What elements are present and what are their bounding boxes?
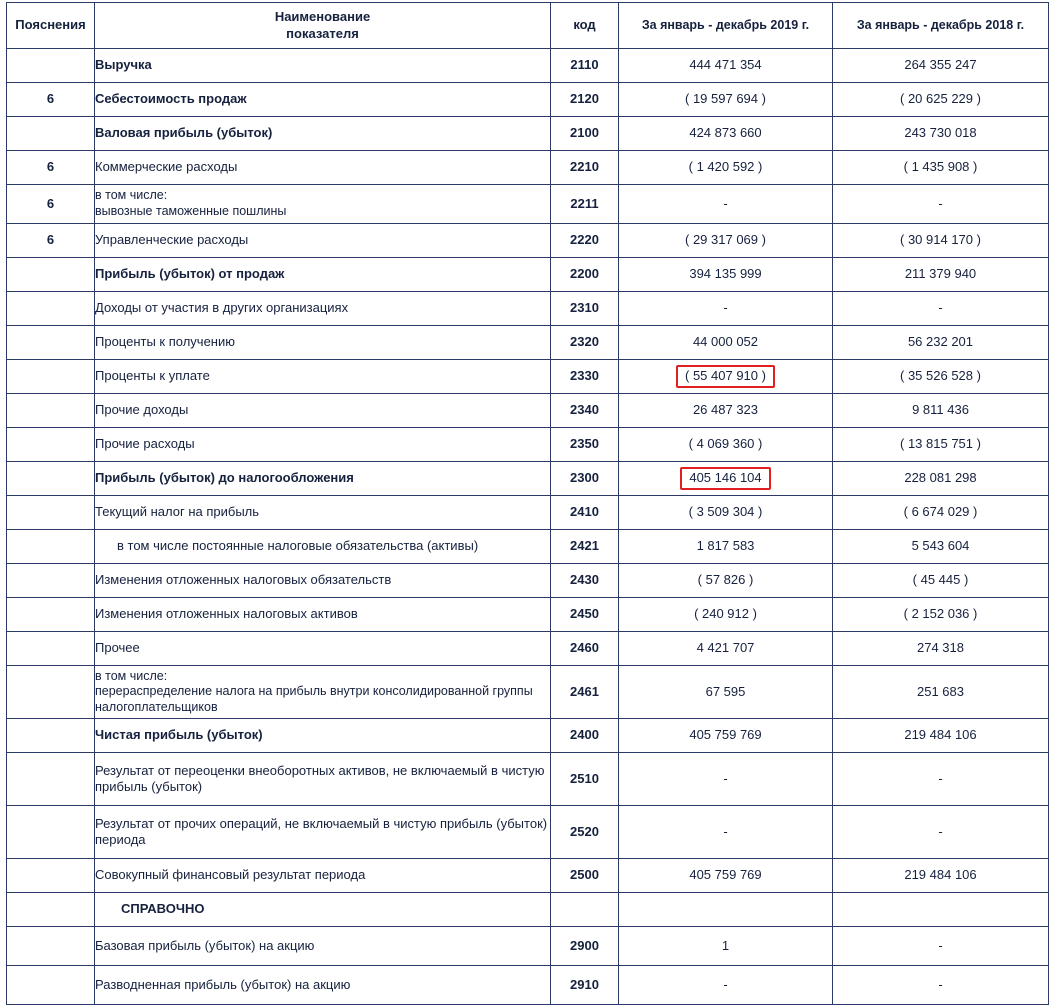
table-row bbox=[7, 49, 1049, 83]
table-row bbox=[7, 806, 1049, 859]
row-explanation: 6 bbox=[7, 151, 95, 185]
row-name: Базовая прибыль (убыток) на акцию bbox=[95, 927, 551, 966]
table-row bbox=[7, 117, 1049, 151]
row-name: Прочие расходы bbox=[95, 428, 551, 462]
row-name bbox=[95, 49, 551, 83]
row-subtitle: в том числе: bbox=[95, 188, 168, 203]
row-value-current: - bbox=[619, 292, 833, 326]
row-explanation bbox=[7, 806, 95, 859]
row-name: Изменения отложенных налоговых активов bbox=[95, 598, 551, 632]
row-explanation bbox=[7, 530, 95, 564]
row-name-text: Валовая прибыль (убыток) bbox=[95, 125, 273, 141]
row-name bbox=[95, 462, 551, 496]
row-value-current bbox=[619, 360, 833, 394]
row-code: 2310 bbox=[551, 292, 619, 326]
row-code: 2120 bbox=[551, 83, 619, 117]
row-value-previous bbox=[833, 893, 1049, 927]
row-explanation bbox=[7, 360, 95, 394]
row-name-text: вывозные таможенные пошлины bbox=[95, 204, 287, 218]
row-value-current: ( 29 317 069 ) bbox=[619, 224, 833, 258]
row-value-current: 424 873 660 bbox=[619, 117, 833, 151]
row-name-text: Прибыль (убыток) до налогообложения bbox=[95, 470, 354, 486]
table-row bbox=[7, 394, 1049, 428]
highlighted-value: ( 55 407 910 ) bbox=[676, 365, 775, 387]
row-value-current: 4 421 707 bbox=[619, 632, 833, 666]
row-code: 2350 bbox=[551, 428, 619, 462]
financial-statement-page bbox=[0, 2, 1056, 992]
row-value-current: - bbox=[619, 806, 833, 859]
row-name: Прочие доходы bbox=[95, 394, 551, 428]
row-value-previous: 211 379 940 bbox=[833, 258, 1049, 292]
row-code: 2460 bbox=[551, 632, 619, 666]
row-explanation bbox=[7, 292, 95, 326]
row-value-current: 44 000 052 bbox=[619, 326, 833, 360]
row-name: Прочее bbox=[95, 632, 551, 666]
row-value-previous: - bbox=[833, 806, 1049, 859]
row-code: 2900 bbox=[551, 927, 619, 966]
row-explanation bbox=[7, 927, 95, 966]
row-explanation bbox=[7, 859, 95, 893]
row-value-current: 1 bbox=[619, 927, 833, 966]
row-value-current: - bbox=[619, 966, 833, 1005]
row-name bbox=[95, 185, 551, 224]
section-title bbox=[95, 893, 551, 927]
row-value-current: ( 3 509 304 ) bbox=[619, 496, 833, 530]
row-value-previous: 264 355 247 bbox=[833, 49, 1049, 83]
table-row bbox=[7, 185, 1049, 224]
header-indicator-line2: показателя bbox=[286, 25, 359, 41]
table-row bbox=[7, 564, 1049, 598]
row-value-current: - bbox=[619, 185, 833, 224]
row-value-current: ( 19 597 694 ) bbox=[619, 83, 833, 117]
row-name bbox=[95, 719, 551, 753]
row-code: 2500 bbox=[551, 859, 619, 893]
row-value-current: 1 817 583 bbox=[619, 530, 833, 564]
row-code: 2410 bbox=[551, 496, 619, 530]
row-explanation: 6 bbox=[7, 224, 95, 258]
row-value-previous: ( 20 625 229 ) bbox=[833, 83, 1049, 117]
table-row bbox=[7, 292, 1049, 326]
row-explanation bbox=[7, 753, 95, 806]
row-code: 2110 bbox=[551, 49, 619, 83]
row-code: 2421 bbox=[551, 530, 619, 564]
row-value-previous: 274 318 bbox=[833, 632, 1049, 666]
row-value-previous: - bbox=[833, 185, 1049, 224]
row-value-current: 405 759 769 bbox=[619, 719, 833, 753]
row-name: Совокупный финансовый результат периода bbox=[95, 859, 551, 893]
row-name bbox=[95, 83, 551, 117]
row-value-previous: ( 45 445 ) bbox=[833, 564, 1049, 598]
header-code: код bbox=[551, 3, 619, 49]
row-code: 2200 bbox=[551, 258, 619, 292]
row-name: Разводненная прибыль (убыток) на акцию bbox=[95, 966, 551, 1005]
row-code: 2450 bbox=[551, 598, 619, 632]
table-row bbox=[7, 530, 1049, 564]
row-value-previous: ( 30 914 170 ) bbox=[833, 224, 1049, 258]
row-explanation bbox=[7, 564, 95, 598]
row-value-current: ( 240 912 ) bbox=[619, 598, 833, 632]
row-name: Результат от прочих операций, не включаемый в чистую прибыль (убыток) периода bbox=[95, 806, 551, 859]
row-subtitle: в том числе: bbox=[95, 668, 168, 683]
row-code: 2100 bbox=[551, 117, 619, 151]
row-code: 2461 bbox=[551, 666, 619, 719]
row-value-current: 26 487 323 bbox=[619, 394, 833, 428]
table-row bbox=[7, 496, 1049, 530]
row-code: 2400 bbox=[551, 719, 619, 753]
row-name: Проценты к получению bbox=[95, 326, 551, 360]
row-value-previous: 219 484 106 bbox=[833, 719, 1049, 753]
row-code: 2211 bbox=[551, 185, 619, 224]
row-name: Результат от переоценки внеоборотных активов, не включаемый в чистую прибыль (убыток) bbox=[95, 753, 551, 806]
row-value-previous: 56 232 201 bbox=[833, 326, 1049, 360]
row-explanation bbox=[7, 49, 95, 83]
table-row bbox=[7, 719, 1049, 753]
row-code: 2910 bbox=[551, 966, 619, 1005]
row-name: Изменения отложенных налоговых обязательств bbox=[95, 564, 551, 598]
row-explanation bbox=[7, 496, 95, 530]
row-explanation bbox=[7, 598, 95, 632]
table-row bbox=[7, 83, 1049, 117]
row-value-previous: - bbox=[833, 753, 1049, 806]
row-explanation bbox=[7, 632, 95, 666]
row-name-text: перераспределение налога на прибыль внутри консолидированной группы налогоплательщиков bbox=[95, 684, 533, 714]
row-value-previous: - bbox=[833, 927, 1049, 966]
row-value-current: 394 135 999 bbox=[619, 258, 833, 292]
section-title-text: СПРАВОЧНО bbox=[121, 901, 205, 917]
row-value-previous: - bbox=[833, 292, 1049, 326]
row-value-current: ( 57 826 ) bbox=[619, 564, 833, 598]
row-explanation: 6 bbox=[7, 83, 95, 117]
row-name: Коммерческие расходы bbox=[95, 151, 551, 185]
row-value-current: ( 1 420 592 ) bbox=[619, 151, 833, 185]
row-code bbox=[551, 893, 619, 927]
row-name-text: Себестоимость продаж bbox=[95, 91, 247, 107]
header-period-current: За январь - декабрь 2019 г. bbox=[619, 3, 833, 49]
row-name: Доходы от участия в других организациях bbox=[95, 292, 551, 326]
table-body bbox=[7, 49, 1049, 1005]
row-code: 2320 bbox=[551, 326, 619, 360]
row-name bbox=[95, 666, 551, 719]
row-value-previous: ( 2 152 036 ) bbox=[833, 598, 1049, 632]
table-row bbox=[7, 151, 1049, 185]
table-row bbox=[7, 326, 1049, 360]
table-row bbox=[7, 859, 1049, 893]
row-value-previous: ( 6 674 029 ) bbox=[833, 496, 1049, 530]
row-value-current: 67 595 bbox=[619, 666, 833, 719]
table-row bbox=[7, 753, 1049, 806]
table-row bbox=[7, 462, 1049, 496]
row-code: 2510 bbox=[551, 753, 619, 806]
row-explanation: 6 bbox=[7, 185, 95, 224]
table-row bbox=[7, 428, 1049, 462]
row-explanation bbox=[7, 462, 95, 496]
row-code: 2210 bbox=[551, 151, 619, 185]
table-row bbox=[7, 666, 1049, 719]
table-row bbox=[7, 258, 1049, 292]
table-row bbox=[7, 632, 1049, 666]
row-explanation bbox=[7, 258, 95, 292]
row-name: Проценты к уплате bbox=[95, 360, 551, 394]
row-value-current bbox=[619, 893, 833, 927]
row-value-current: ( 4 069 360 ) bbox=[619, 428, 833, 462]
row-name: Управленческие расходы bbox=[95, 224, 551, 258]
table-row bbox=[7, 224, 1049, 258]
table-row-section bbox=[7, 893, 1049, 927]
row-name-text: Прибыль (убыток) от продаж bbox=[95, 266, 285, 282]
row-value-previous: 5 543 604 bbox=[833, 530, 1049, 564]
header-indicator bbox=[95, 3, 551, 49]
table-row bbox=[7, 966, 1049, 1005]
row-explanation bbox=[7, 117, 95, 151]
row-code: 2220 bbox=[551, 224, 619, 258]
highlighted-value: 405 146 104 bbox=[680, 467, 770, 489]
row-explanation bbox=[7, 893, 95, 927]
table-row bbox=[7, 598, 1049, 632]
row-code: 2330 bbox=[551, 360, 619, 394]
row-value-previous: 219 484 106 bbox=[833, 859, 1049, 893]
table-header-row bbox=[7, 3, 1049, 49]
row-explanation bbox=[7, 326, 95, 360]
row-value-current: - bbox=[619, 753, 833, 806]
row-value-current bbox=[619, 462, 833, 496]
row-value-current: 405 759 769 bbox=[619, 859, 833, 893]
header-explanations: Пояснения bbox=[7, 3, 95, 49]
row-name bbox=[95, 117, 551, 151]
row-value-previous: ( 35 526 528 ) bbox=[833, 360, 1049, 394]
table-row bbox=[7, 927, 1049, 966]
row-code: 2520 bbox=[551, 806, 619, 859]
row-value-current: 444 471 354 bbox=[619, 49, 833, 83]
row-explanation bbox=[7, 719, 95, 753]
row-value-previous: 251 683 bbox=[833, 666, 1049, 719]
table-row bbox=[7, 360, 1049, 394]
row-value-previous: 9 811 436 bbox=[833, 394, 1049, 428]
row-value-previous: 228 081 298 bbox=[833, 462, 1049, 496]
row-value-previous: ( 13 815 751 ) bbox=[833, 428, 1049, 462]
row-value-previous: - bbox=[833, 966, 1049, 1005]
row-name-text: Выручка bbox=[95, 57, 152, 73]
row-explanation bbox=[7, 666, 95, 719]
row-explanation bbox=[7, 394, 95, 428]
income-statement-table bbox=[6, 2, 1049, 1005]
row-name-text: Чистая прибыль (убыток) bbox=[95, 727, 263, 743]
row-value-previous: ( 1 435 908 ) bbox=[833, 151, 1049, 185]
row-code: 2300 bbox=[551, 462, 619, 496]
header-indicator-line1: Наименование bbox=[274, 9, 371, 25]
header-period-previous: За январь - декабрь 2018 г. bbox=[833, 3, 1049, 49]
row-code: 2430 bbox=[551, 564, 619, 598]
row-code: 2340 bbox=[551, 394, 619, 428]
row-name: Текущий налог на прибыль bbox=[95, 496, 551, 530]
row-name: в том числе постоянные налоговые обязательства (активы) bbox=[95, 530, 551, 564]
row-explanation bbox=[7, 966, 95, 1005]
row-explanation bbox=[7, 428, 95, 462]
row-name bbox=[95, 258, 551, 292]
row-value-previous: 243 730 018 bbox=[833, 117, 1049, 151]
